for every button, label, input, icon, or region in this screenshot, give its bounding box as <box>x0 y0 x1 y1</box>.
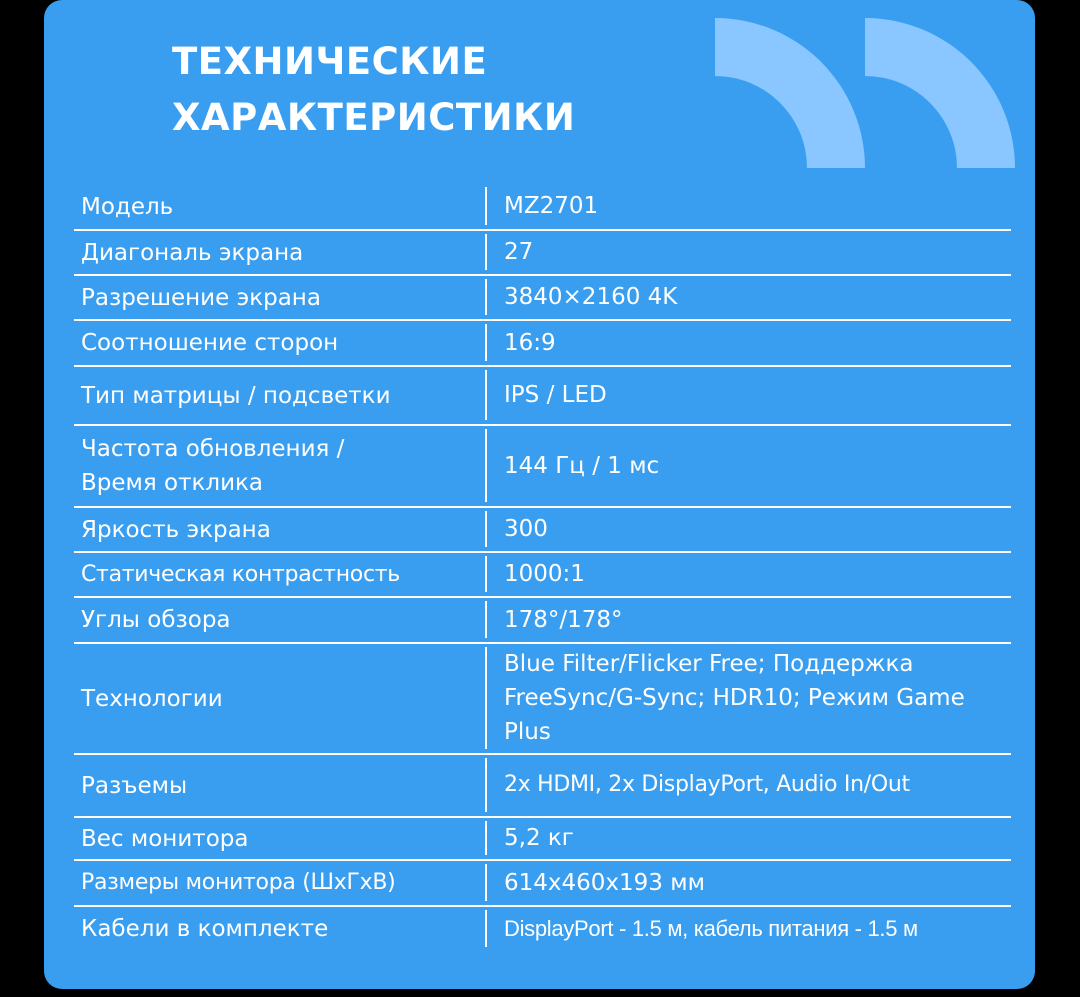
spec-label: Разъемы <box>81 772 188 799</box>
spec-value: 1000:1 <box>485 556 1011 592</box>
spec-value: 27 <box>485 234 1011 270</box>
table-row <box>74 553 1011 598</box>
table-row <box>74 321 1011 367</box>
title-line-1: ТЕХНИЧЕСКИЕ <box>172 40 488 83</box>
table-row <box>74 644 1011 755</box>
table-row <box>74 276 1011 321</box>
spec-label: Модель <box>81 193 174 220</box>
spec-label: Разрешение экрана <box>81 284 321 311</box>
spec-label: Статическая контрастность <box>81 561 400 587</box>
table-row <box>74 184 1011 231</box>
spec-label: Яркость экрана <box>81 516 271 543</box>
spec-label: Тип матрицы / подсветки <box>81 382 391 409</box>
spec-label: Вес монитора <box>81 825 249 852</box>
table-row <box>74 426 1011 508</box>
table-row <box>74 818 1011 861</box>
table-row <box>74 231 1011 276</box>
spec-value: 300 <box>485 511 1011 547</box>
title-line-2: ХАРАКТЕРИСТИКИ <box>172 96 576 139</box>
table-row <box>74 755 1011 818</box>
table-row <box>74 598 1011 644</box>
spec-label: Соотношение сторон <box>81 330 339 356</box>
table-row <box>74 861 1011 907</box>
spec-value: 2x HDMI, 2x DisplayPort, Audio In/Out <box>485 758 1011 812</box>
spec-label: Размеры монитора (ШxГxВ) <box>81 870 396 895</box>
spec-label: Кабели в комплекте <box>81 916 329 942</box>
spec-value: 614x460x193 мм <box>485 864 1011 901</box>
table-row <box>74 367 1011 426</box>
spec-value: 3840×2160 4K <box>485 279 1011 315</box>
spec-label: Технологии <box>81 685 223 712</box>
spec-value: 16:9 <box>485 324 1011 361</box>
table-row <box>74 907 1011 951</box>
spec-value: 5,2 кг <box>485 821 1011 855</box>
spec-value: 178°/178° <box>485 601 1011 638</box>
table-row <box>74 508 1011 553</box>
page-title <box>172 34 575 146</box>
spec-table <box>74 184 1011 951</box>
spec-label: Частота обновления / Время отклика <box>81 436 345 496</box>
spec-value: DisplayPort - 1.5 м, кабель питания - 1.5 м <box>485 910 1011 947</box>
spec-value: IPS / LED <box>485 370 1011 420</box>
spec-card <box>44 0 1035 989</box>
spec-value: MZ2701 <box>485 187 1011 225</box>
spec-label: Диагональ экрана <box>81 239 304 266</box>
spec-label: Углы обзора <box>81 607 231 633</box>
spec-value: 144 Гц / 1 мс <box>485 429 1011 502</box>
spec-value: Blue Filter/Flicker Free; Поддержка FreeSync/G-Sync; HDR10; Режим Game Plus <box>485 647 1011 749</box>
